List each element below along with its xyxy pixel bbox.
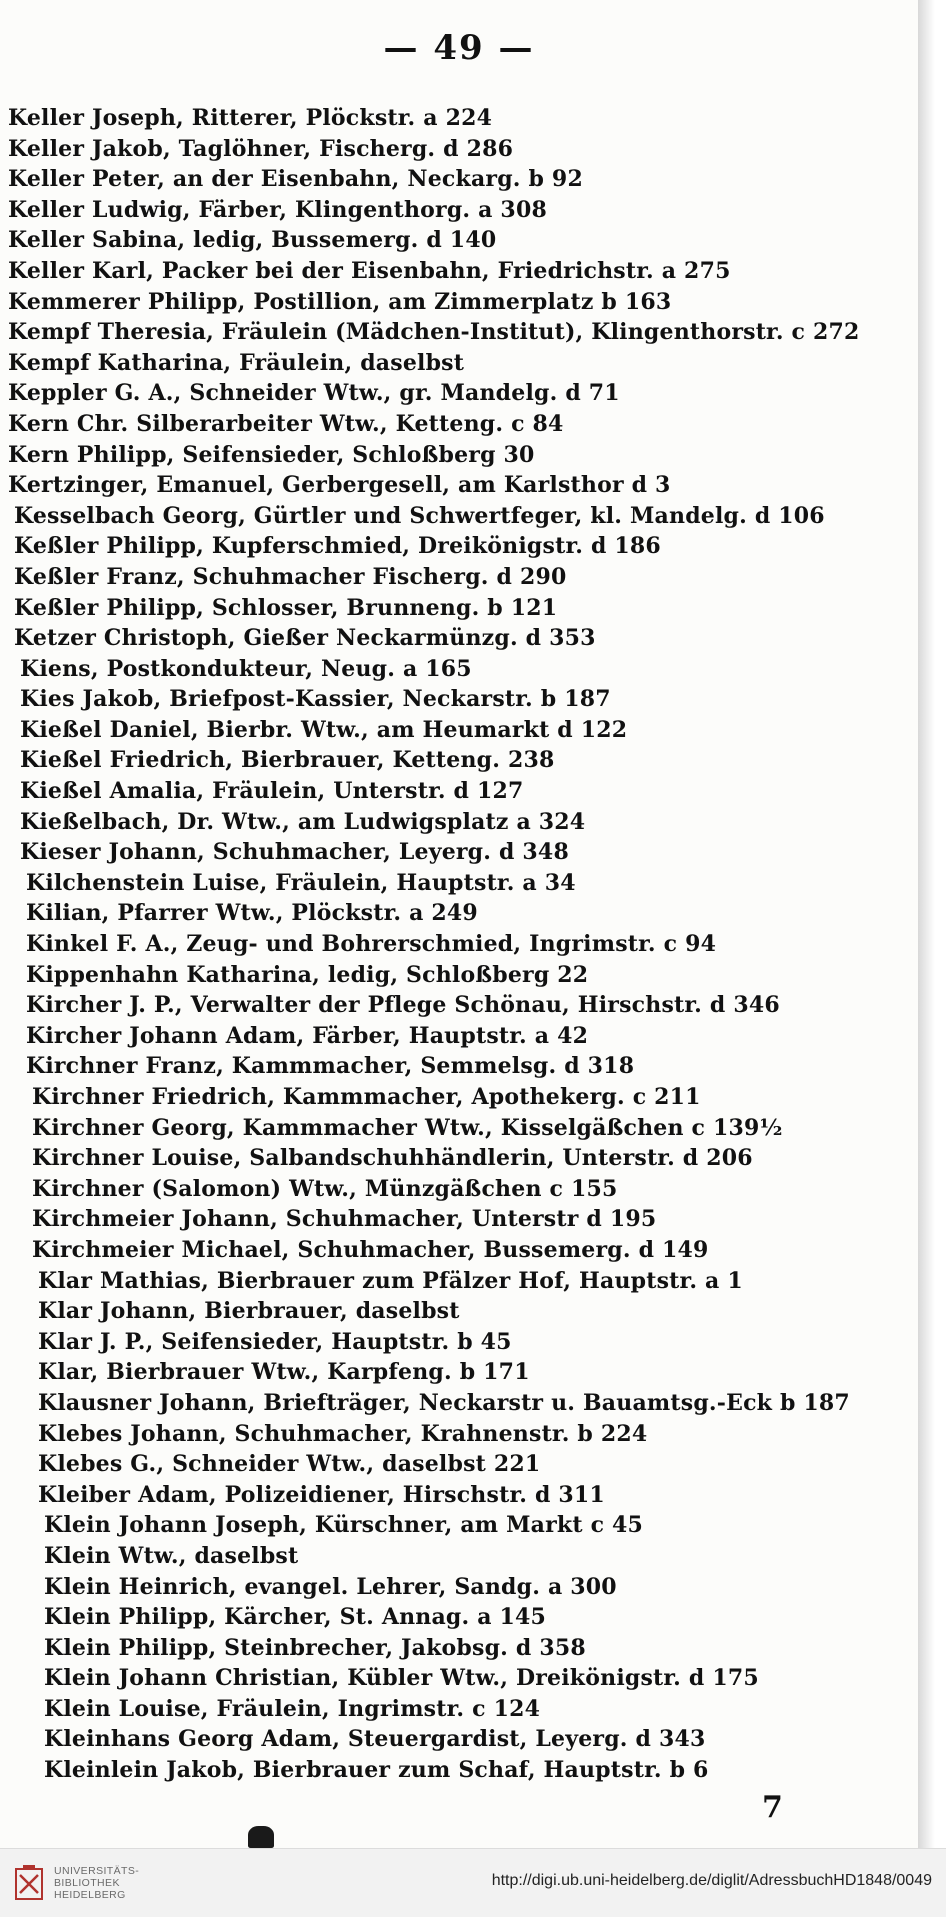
directory-entry: Klebes G., Schneider Wtw., daselbst 221 [38,1451,541,1478]
directory-entry: Klar J. P., Seifensieder, Hauptstr. b 45 [38,1328,512,1355]
directory-entry: Kirchmeier Michael, Schuhmacher, Bussemerg. d 149 [32,1236,709,1263]
directory-entry: Klar, Bierbrauer Wtw., Karpfeng. b 171 [38,1359,530,1386]
directory-entry: Kern Chr. Silberarbeiter Wtw., Ketteng. c 84 [8,410,564,437]
library-footer [0,1848,946,1917]
directory-entry-list [8,103,908,1786]
directory-entry: Kießel Amalia, Fräulein, Unterstr. d 127 [20,778,524,805]
directory-entry: Kiens, Postkondukteur, Neug. a 165 [20,655,472,682]
page-edge-shadow [918,0,946,1848]
university-library-logo-icon[interactable] [12,1863,46,1903]
directory-entry: Keller Karl, Packer bei der Eisenbahn, Friedrichstr. a 275 [8,257,731,284]
directory-entry: Klein Wtw., daselbst [44,1542,299,1569]
page-number: — 49 — [383,28,535,68]
directory-entry: Kies Jakob, Briefpost-Kassier, Neckarstr. b 187 [20,686,611,713]
directory-entry: Klein Louise, Fräulein, Ingrimstr. c 124 [44,1695,541,1722]
library-name [54,1865,139,1901]
catchword: 7 [762,1790,783,1825]
directory-entry: Kirchner Franz, Kammmacher, Semmelsg. d 318 [26,1053,635,1080]
directory-entry: Keller Peter, an der Eisenbahn, Neckarg. b 92 [8,166,583,193]
directory-entry: Kießel Daniel, Bierbr. Wtw., am Heumarkt d 122 [20,716,628,743]
directory-entry: Klein Heinrich, evangel. Lehrer, Sandg. a 300 [44,1573,617,1600]
directory-entry: Kießel Friedrich, Bierbrauer, Ketteng. 238 [20,747,555,774]
directory-entry: Klein Johann Christian, Kübler Wtw., Dreikönigstr. d 175 [44,1665,759,1692]
directory-entry: Kirchmeier Johann, Schuhmacher, Unterstr d 195 [32,1206,657,1233]
directory-entry: Kießelbach, Dr. Wtw., am Ludwigsplatz a 324 [20,808,586,835]
directory-entry: Kern Philipp, Seifensieder, Schloßberg 30 [8,441,535,468]
ink-blot [248,1826,274,1848]
directory-entry: Kempf Katharina, Fräulein, daselbst [8,349,465,376]
library-name-line: UNIVERSITÄTS- [54,1865,140,1877]
directory-entry: Klein Philipp, Kärcher, St. Annag. a 145 [44,1604,547,1631]
directory-entry: Ketzer Christoph, Gießer Neckarmünzg. d 353 [14,625,596,652]
directory-entry: Kirchner Georg, Kammmacher Wtw., Kisselgäßchen c 139½ [32,1114,783,1141]
directory-entry: Kempf Theresia, Fräulein (Mädchen-Institut), Klingenthorstr. c 272 [8,319,860,346]
directory-entry: Keßler Franz, Schuhmacher Fischerg. d 290 [14,563,567,590]
directory-entry: Keßler Philipp, Kupferschmied, Dreikönigstr. d 186 [14,533,661,560]
directory-entry: Keßler Philipp, Schlosser, Brunneng. b 121 [14,594,558,621]
directory-entry: Kemmerer Philipp, Postillion, am Zimmerplatz b 163 [8,288,672,315]
directory-entry: Kirchner (Salomon) Wtw., Münzgäßchen c 155 [32,1175,618,1202]
directory-entry: Keller Sabina, ledig, Bussemerg. d 140 [8,227,497,254]
directory-entry: Kircher J. P., Verwalter der Pflege Schönau, Hirschstr. d 346 [26,992,780,1019]
directory-entry: Kleiber Adam, Polizeidiener, Hirschstr. d 311 [38,1481,605,1508]
directory-entry: Kieser Johann, Schuhmacher, Leyerg. d 348 [20,839,569,866]
directory-entry: Kirchner Louise, Salbandschuhhändlerin, Unterstr. d 206 [32,1145,753,1172]
directory-entry: Kirchner Friedrich, Kammmacher, Apothekerg. c 211 [32,1084,701,1110]
directory-entry: Kilchenstein Luise, Fräulein, Hauptstr. a 34 [26,869,576,896]
directory-entry: Keppler G. A., Schneider Wtw., gr. Mandelg. d 71 [8,380,620,407]
directory-entry: Kesselbach Georg, Gürtler und Schwertfeger, kl. Mandelg. d 106 [14,502,825,529]
directory-entry: Keller Jakob, Taglöhner, Fischerg. d 286 [8,135,514,162]
directory-entry: Klein Philipp, Steinbrecher, Jakobsg. d 358 [44,1634,586,1661]
directory-entry: Kinkel F. A., Zeug- und Bohrerschmied, Ingrimstr. c 94 [26,931,717,958]
directory-entry: Kertzinger, Emanuel, Gerbergesell, am Karlsthor d 3 [8,472,671,499]
directory-entry: Klein Johann Joseph, Kürschner, am Markt c 45 [44,1512,644,1539]
directory-entry: Kippenhahn Katharina, ledig, Schloßberg 22 [26,961,589,988]
directory-entry: Klar Johann, Bierbrauer, daselbst [38,1298,460,1325]
directory-entry: Klausner Johann, Briefträger, Neckarstr u. Bauamtsg.-Eck b 187 [38,1389,850,1416]
directory-entry: Kilian, Pfarrer Wtw., Plöckstr. a 249 [26,900,478,927]
source-url-link[interactable]: http://digi.ub.uni-heidelberg.de/diglit/AdressbuchHD1848/0049 [491,1872,932,1889]
directory-entry: Kleinlein Jakob, Bierbrauer zum Schaf, Hauptstr. b 6 [44,1757,709,1784]
directory-entry: Keller Ludwig, Färber, Klingenthorg. a 308 [8,196,547,223]
library-name-line: HEIDELBERG [54,1889,126,1901]
directory-entry: Keller Joseph, Ritterer, Plöckstr. a 224 [8,105,493,131]
directory-entry: Klar Mathias, Bierbrauer zum Pfälzer Hof, Hauptstr. a 1 [38,1267,743,1294]
library-name-line: BIBLIOTHEK [54,1877,120,1889]
directory-entry: Kircher Johann Adam, Färber, Hauptstr. a 42 [26,1022,589,1049]
directory-entry: Kleinhans Georg Adam, Steuergardist, Leyerg. d 343 [44,1726,706,1753]
directory-entry: Klebes Johann, Schuhmacher, Krahnenstr. b 224 [38,1420,648,1447]
